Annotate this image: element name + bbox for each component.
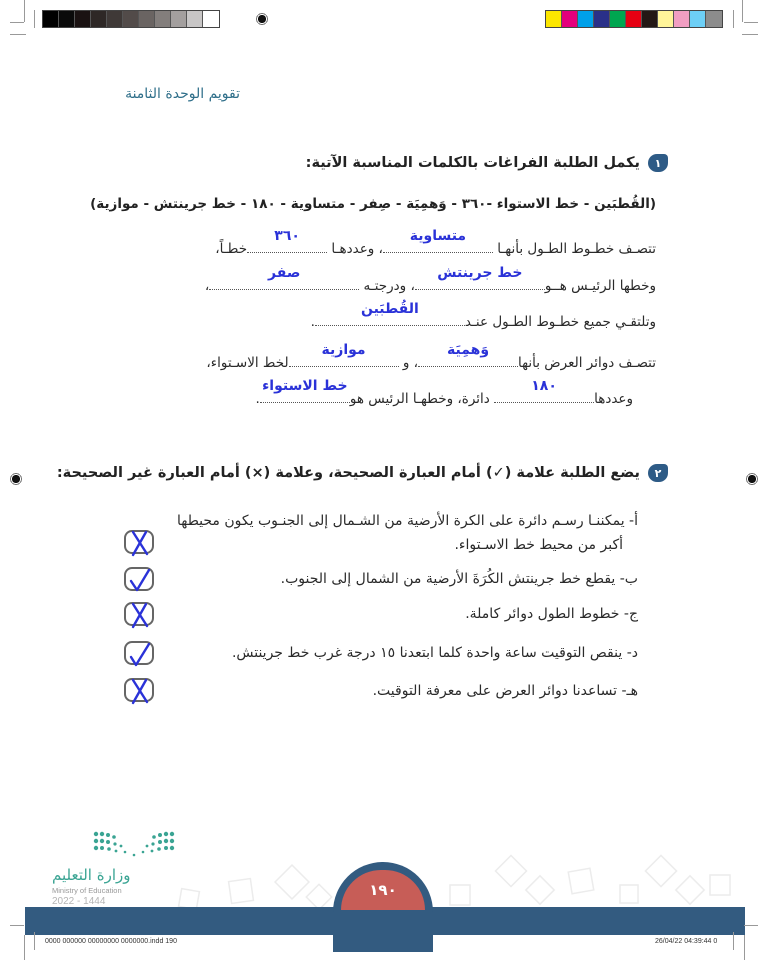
blank-field[interactable] — [260, 378, 350, 403]
fill-line-4 — [206, 342, 656, 371]
blank-field[interactable] — [315, 301, 465, 326]
print-slug-file: 0000 000000 00000000 0000000.indd 190 — [45, 938, 177, 945]
color-swatch — [203, 11, 219, 27]
color-swatch — [610, 11, 626, 27]
color-swatch — [562, 11, 578, 27]
blank-field[interactable] — [418, 342, 518, 367]
fill-line-5 — [255, 378, 633, 407]
cross-mark-icon — [128, 677, 152, 705]
color-swatch — [123, 11, 139, 27]
handwritten-answer: ١٨٠ — [531, 378, 557, 394]
static-text: ، — [204, 278, 210, 294]
question-1-prompt: يكمل الطلبة الفراغات بالكلمات المناسبة الآتية: — [305, 155, 640, 171]
fill-line-3 — [310, 301, 656, 330]
print-slug-date: 26/04/22 04:39:44 0 — [655, 938, 718, 945]
handwritten-answer: وَهمِيَة — [447, 342, 490, 358]
static-text: خطـاً، — [215, 241, 248, 257]
answer-box-d[interactable] — [124, 641, 154, 665]
static-text: تتصـف دوائر العرض بأنها — [518, 355, 656, 371]
color-swatch — [139, 11, 155, 27]
color-swatch — [578, 11, 594, 27]
static-text: وخطها الرئيـس هــو — [544, 278, 656, 294]
statement-e: هـ- تساعدنا دوائر العرض على معرفة التوقيت. — [372, 683, 638, 699]
color-swatch — [187, 11, 203, 27]
static-text: دائرة، وخطهـا الرئيس هو — [349, 391, 490, 407]
statement-c: ج- خطوط الطول دوائر كاملة. — [465, 606, 638, 622]
color-swatch — [155, 11, 171, 27]
blank-field[interactable] — [247, 228, 327, 253]
static-text: ، و — [402, 355, 419, 371]
color-swatch — [674, 11, 690, 27]
color-swatch — [626, 11, 642, 27]
static-text: ، وعددهـا — [331, 241, 383, 257]
static-text: ، ودرجتـه — [363, 278, 415, 294]
answer-box-a[interactable] — [124, 530, 154, 554]
color-swatch — [171, 11, 187, 27]
cross-mark-icon — [128, 601, 152, 629]
static-text: وتلتقـي جميع خطـوط الطـول عنـد — [464, 314, 656, 330]
ministry-logo-dots — [90, 830, 180, 862]
color-swatch — [658, 11, 674, 27]
page-number: ١٩٠ — [341, 870, 425, 910]
color-swatch — [594, 11, 610, 27]
handwritten-answer: موازية — [321, 342, 366, 358]
question-2-prompt: يضع الطلبة علامة (✓) أمام العبارة الصحيحة، وعلامة (×) أمام العبارة غير الصحيحة: — [56, 465, 640, 481]
unit-title: تقويم الوحدة الثامنة — [125, 86, 240, 102]
registration-mark-icon — [9, 472, 23, 486]
fill-line-2 — [204, 265, 656, 294]
handwritten-answer: القُطبَين — [360, 301, 419, 317]
cmyk-color-bar — [545, 10, 723, 28]
question-1-header — [306, 154, 668, 172]
handwritten-answer: ٣٦٠ — [274, 228, 300, 244]
color-swatch — [43, 11, 59, 27]
color-swatch — [642, 11, 658, 27]
statement-d: د- ينقص التوقيت ساعة واحدة كلما ابتعدنا ١٥ درجة غرب خط جرينتش. — [231, 645, 638, 661]
ministry-name-en: Ministry of Education — [52, 886, 122, 895]
blank-field[interactable] — [209, 265, 359, 290]
check-mark-icon — [128, 640, 152, 668]
question-number-badge: ٢ — [648, 464, 668, 482]
color-swatch — [59, 11, 75, 27]
static-text: . — [310, 314, 315, 330]
blank-field[interactable] — [289, 342, 399, 367]
ministry-name-ar: وزارة التعليم — [52, 866, 131, 884]
gray-color-bar — [42, 10, 220, 28]
static-text: وعددها — [594, 391, 633, 407]
fill-line-1 — [215, 228, 656, 257]
handwritten-answer: متساوية — [409, 228, 467, 244]
statement-a-line-2: أكبر من محيط خط الاسـتواء. — [454, 537, 623, 553]
handwritten-answer: خط الاستواء — [262, 378, 348, 394]
registration-mark-icon — [255, 12, 269, 26]
handwritten-answer: خط جرينتش — [437, 265, 523, 281]
word-bank: (القُطبَين - خط الاستواء -٣٦٠ - وَهمِيَة - صِفر - متساوية - ١٨٠ - خط جرينتش - موازية) — [90, 196, 656, 212]
answer-box-e[interactable] — [124, 678, 154, 702]
question-number-badge: ١ — [648, 154, 668, 172]
answer-box-b[interactable] — [124, 567, 154, 591]
registration-mark-icon — [745, 472, 759, 486]
blank-field[interactable] — [383, 228, 493, 253]
static-text: لخط الاسـتواء، — [206, 355, 289, 371]
check-mark-icon — [128, 566, 152, 594]
cross-mark-icon — [128, 529, 152, 557]
handwritten-answer: صفر — [268, 265, 301, 281]
color-swatch — [91, 11, 107, 27]
static-text: . — [255, 391, 260, 407]
blank-field[interactable] — [494, 378, 594, 403]
static-text: تتصـف خطـوط الطـول بأنهـا — [497, 241, 656, 257]
answer-box-c[interactable] — [124, 602, 154, 626]
color-swatch — [75, 11, 91, 27]
statement-b: ب- يقطع خط جرينتش الكُرَةَ الأرضية من الشمال إلى الجنوب. — [280, 571, 638, 587]
edition-year: 2022 - 1444 — [52, 896, 106, 907]
question-2-header — [57, 464, 668, 482]
color-swatch — [690, 11, 706, 27]
color-swatch — [107, 11, 123, 27]
color-swatch — [706, 11, 722, 27]
color-swatch — [546, 11, 562, 27]
statement-a-line-1: أ- يمكننـا رسـم دائرة على الكرة الأرضية من الشـمال إلى الجنـوب يكون محيطها — [176, 513, 638, 529]
blank-field[interactable] — [415, 265, 545, 290]
